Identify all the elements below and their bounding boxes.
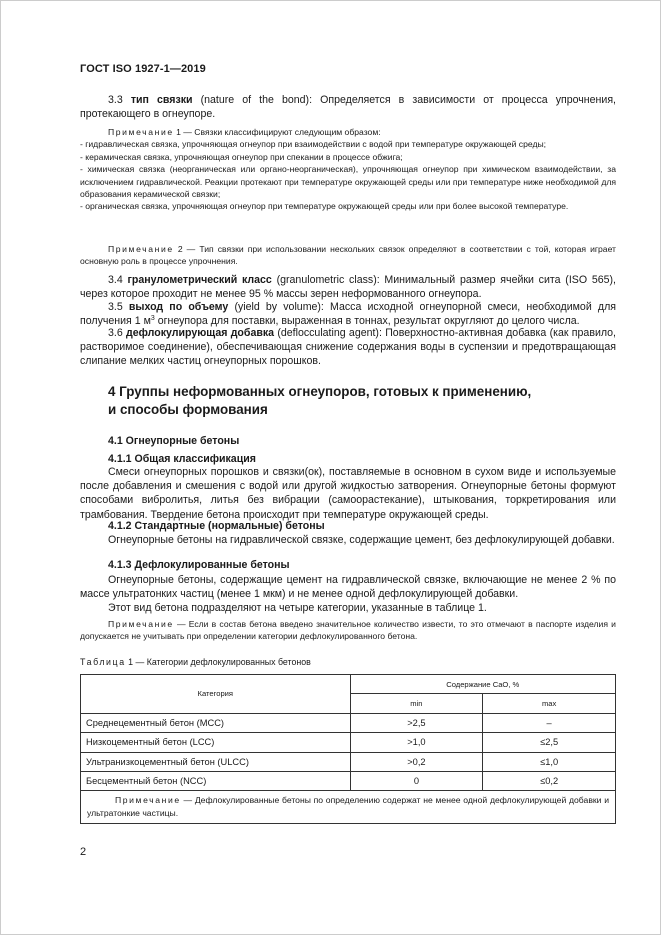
- note-text: Тип связки при использовании нескольких связок определяют в соответствии с той, которая играет основную роль в процессе упрочнения.: [80, 244, 616, 267]
- clause-3-5: [80, 300, 616, 328]
- row-category: Бесцементный бетон (NCC): [81, 771, 351, 790]
- table-1: [80, 674, 616, 824]
- note-1-item: - керамическая связка, упрочняющая огнеупор при спекании в процессе обжига;: [80, 151, 403, 162]
- note-1-item: - химическая связка (неорганическая или органо-неорганическая), упрочняющая огнеупор при химическом взаимодействии, за исключением гидравлической. Реакции протекают при температуре окружающей среды или при температуре ниже необходимой для образования керамической связки;: [80, 164, 616, 200]
- note-2: Примечание 2 — Тип связки при использовании нескольких связок определяют в соответствии с той, которая играет основную роль в процессе упрочнения.: [80, 244, 616, 267]
- note-label: Примечание: [108, 127, 174, 137]
- heading-line: 4 Группы неформованных огнеупоров, готовых к применению,: [108, 384, 532, 399]
- note-label: Примечание: [108, 244, 174, 254]
- row-category: Низкоцементный бетон (LCC): [81, 733, 351, 752]
- clause-3-3: [80, 93, 616, 121]
- subsection-4-1-1-text: Смеси огнеупорных порошков и связки(ок), поставляемые в основном в сухом виде и используемые после добавления и смешения с водой или другой жидкостью затворения. Огнеупорные бетоны формуют способами вибролитья, литья без вибрации (самоoрастекание), штыкования, торкретирования или трамбования. Твердение бетона происходит при температуре окружающей среды.: [80, 466, 616, 521]
- clause-number: 3.5: [108, 301, 123, 313]
- row-min: >0,2: [350, 752, 483, 771]
- clause-term: выход по объему: [128, 301, 229, 313]
- note-3: Примечание — Если в состав бетона введено значительное количество извести, то это отмечают в паспорте изделия и допускается не учитывать при определении категории дефлокулированного бетона.: [80, 619, 616, 642]
- table-row: [81, 713, 616, 732]
- heading-line: и способы формования: [108, 401, 268, 417]
- clause-text: (yield by volume): Масса исходной огнеупорной смеси, необходимой для получения 1 м: [80, 301, 616, 328]
- note-1-item: - гидравлическая связка, упрочняющая огнеупор при взаимодействии с водой при температуре окружающей среды;: [80, 139, 547, 150]
- clause-text-cont: огнеупора для поставки, выраженная в тоннах, результат округляют до целого числа.: [154, 315, 580, 328]
- note-label: Примечание: [115, 795, 181, 806]
- clause-text: (nature of the bond): Определяется в зависимости от процесса упрочнения, протекающего в огнеупоре.: [80, 94, 617, 121]
- subsection-4-1-3-title: 4.1.3 Дефлокулированные бетоны: [108, 559, 290, 571]
- row-category: Среднецементный бетон (MCC): [81, 713, 351, 732]
- note-intro: Связки классифицируют следующим образом:: [194, 127, 381, 137]
- clause-3-4: [80, 273, 616, 301]
- subsection-4-1-1-title: 4.1.1 Общая классификация: [108, 453, 256, 465]
- note-label: Примечание: [108, 619, 174, 629]
- row-max: ≤1,0: [483, 752, 616, 771]
- subsection-4-1-2-title: 4.1.2 Стандартные (нормальные) бетоны: [108, 520, 325, 532]
- clause-3-6: [80, 326, 616, 369]
- page-number: 2: [80, 846, 87, 858]
- superscript: 3: [150, 315, 155, 323]
- section-4-heading: [108, 383, 531, 418]
- table-title: 1 — Категории дефлокулированных бетонов: [125, 657, 311, 667]
- clause-number: 3.4: [108, 274, 123, 286]
- table-label: Таблица: [80, 657, 126, 667]
- header-min: min: [350, 694, 483, 713]
- row-min: >1,0: [350, 733, 483, 752]
- subsection-4-1-2-text: Огнеупорные бетоны на гидравлической связке, содержащие цемент, без дефлокулирующей добавки.: [108, 534, 615, 546]
- note-1-item: - органическая связка, упрочняющая огнеупор при температуре окружающей среды или при более высокой температуре.: [80, 201, 569, 212]
- row-min: 0: [350, 771, 483, 790]
- note-text: Если в состав бетона введено значительное количество извести, то это отмечают в паспорте изделия и допускается не учитывать при определении категории дефлокулированного бетона.: [80, 619, 616, 642]
- table-row: [81, 752, 616, 771]
- subsection-4-1-3-text-2: Этот вид бетона подразделяют на четыре категории, указанные в таблице 1.: [108, 602, 487, 614]
- clause-text: (deflocculating agent): Поверхностно-активная добавка (как правило, растворимое соединение), обеспечивающая снижение содержания воды в суспензии и предотвращающая слипание мелких частиц огнеупорных порошков.: [80, 327, 616, 368]
- standard-code-header: ГОСТ ISO 1927-1—2019: [80, 63, 206, 75]
- table-note-row: [81, 791, 616, 824]
- subsection-4-1-3-text: Огнеупорные бетоны, содержащие цемент на гидравлической связке, включающие не менее 2 % по массе ультратонких частиц (менее 1 мкм) и не менее одной дефлокулирующей добавки.: [80, 574, 616, 601]
- note-text: Дефлокулированные бетоны по определению содержат не менее одной дефлокулирующей добавки и ультратонкие частицы.: [87, 795, 609, 818]
- row-category: Ультранизкоцементный бетон (ULCC): [81, 752, 351, 771]
- table-header-row: [81, 675, 616, 694]
- row-max: –: [483, 713, 616, 732]
- clause-number: 3.3: [108, 94, 123, 106]
- note-1: [80, 126, 616, 213]
- row-max: ≤0,2: [483, 771, 616, 790]
- table-1-caption: [80, 657, 311, 667]
- table-row: [81, 771, 616, 790]
- table-note: Примечание — Дефлокулированные бетоны по определению содержат не менее одной дефлокулирующей добавки и ультратонкие частицы.: [81, 791, 616, 824]
- row-min: >2,5: [350, 713, 483, 732]
- clause-term: гранулометрический класс: [127, 274, 272, 286]
- table-row: [81, 733, 616, 752]
- header-max: max: [483, 694, 616, 713]
- clause-term: тип связки: [130, 94, 193, 106]
- clause-text: (granulometric class): Минимальный размер ячейки сита (ISO 565), через которое проходит не менее 95 % массы зерен неформованного огнеупора.: [80, 274, 616, 301]
- clause-number: 3.6: [108, 327, 123, 339]
- subsection-4-1-title: 4.1 Огнеупорные бетоны: [108, 435, 240, 447]
- note-1-heading: Примечание 1 — Связки классифицируют следующим образом:: [108, 127, 381, 137]
- header-cao: Содержание CaO, %: [350, 675, 615, 694]
- clause-term: дефлокулирующая добавка: [126, 327, 275, 339]
- header-category: Категория: [81, 675, 351, 714]
- row-max: ≤2,5: [483, 733, 616, 752]
